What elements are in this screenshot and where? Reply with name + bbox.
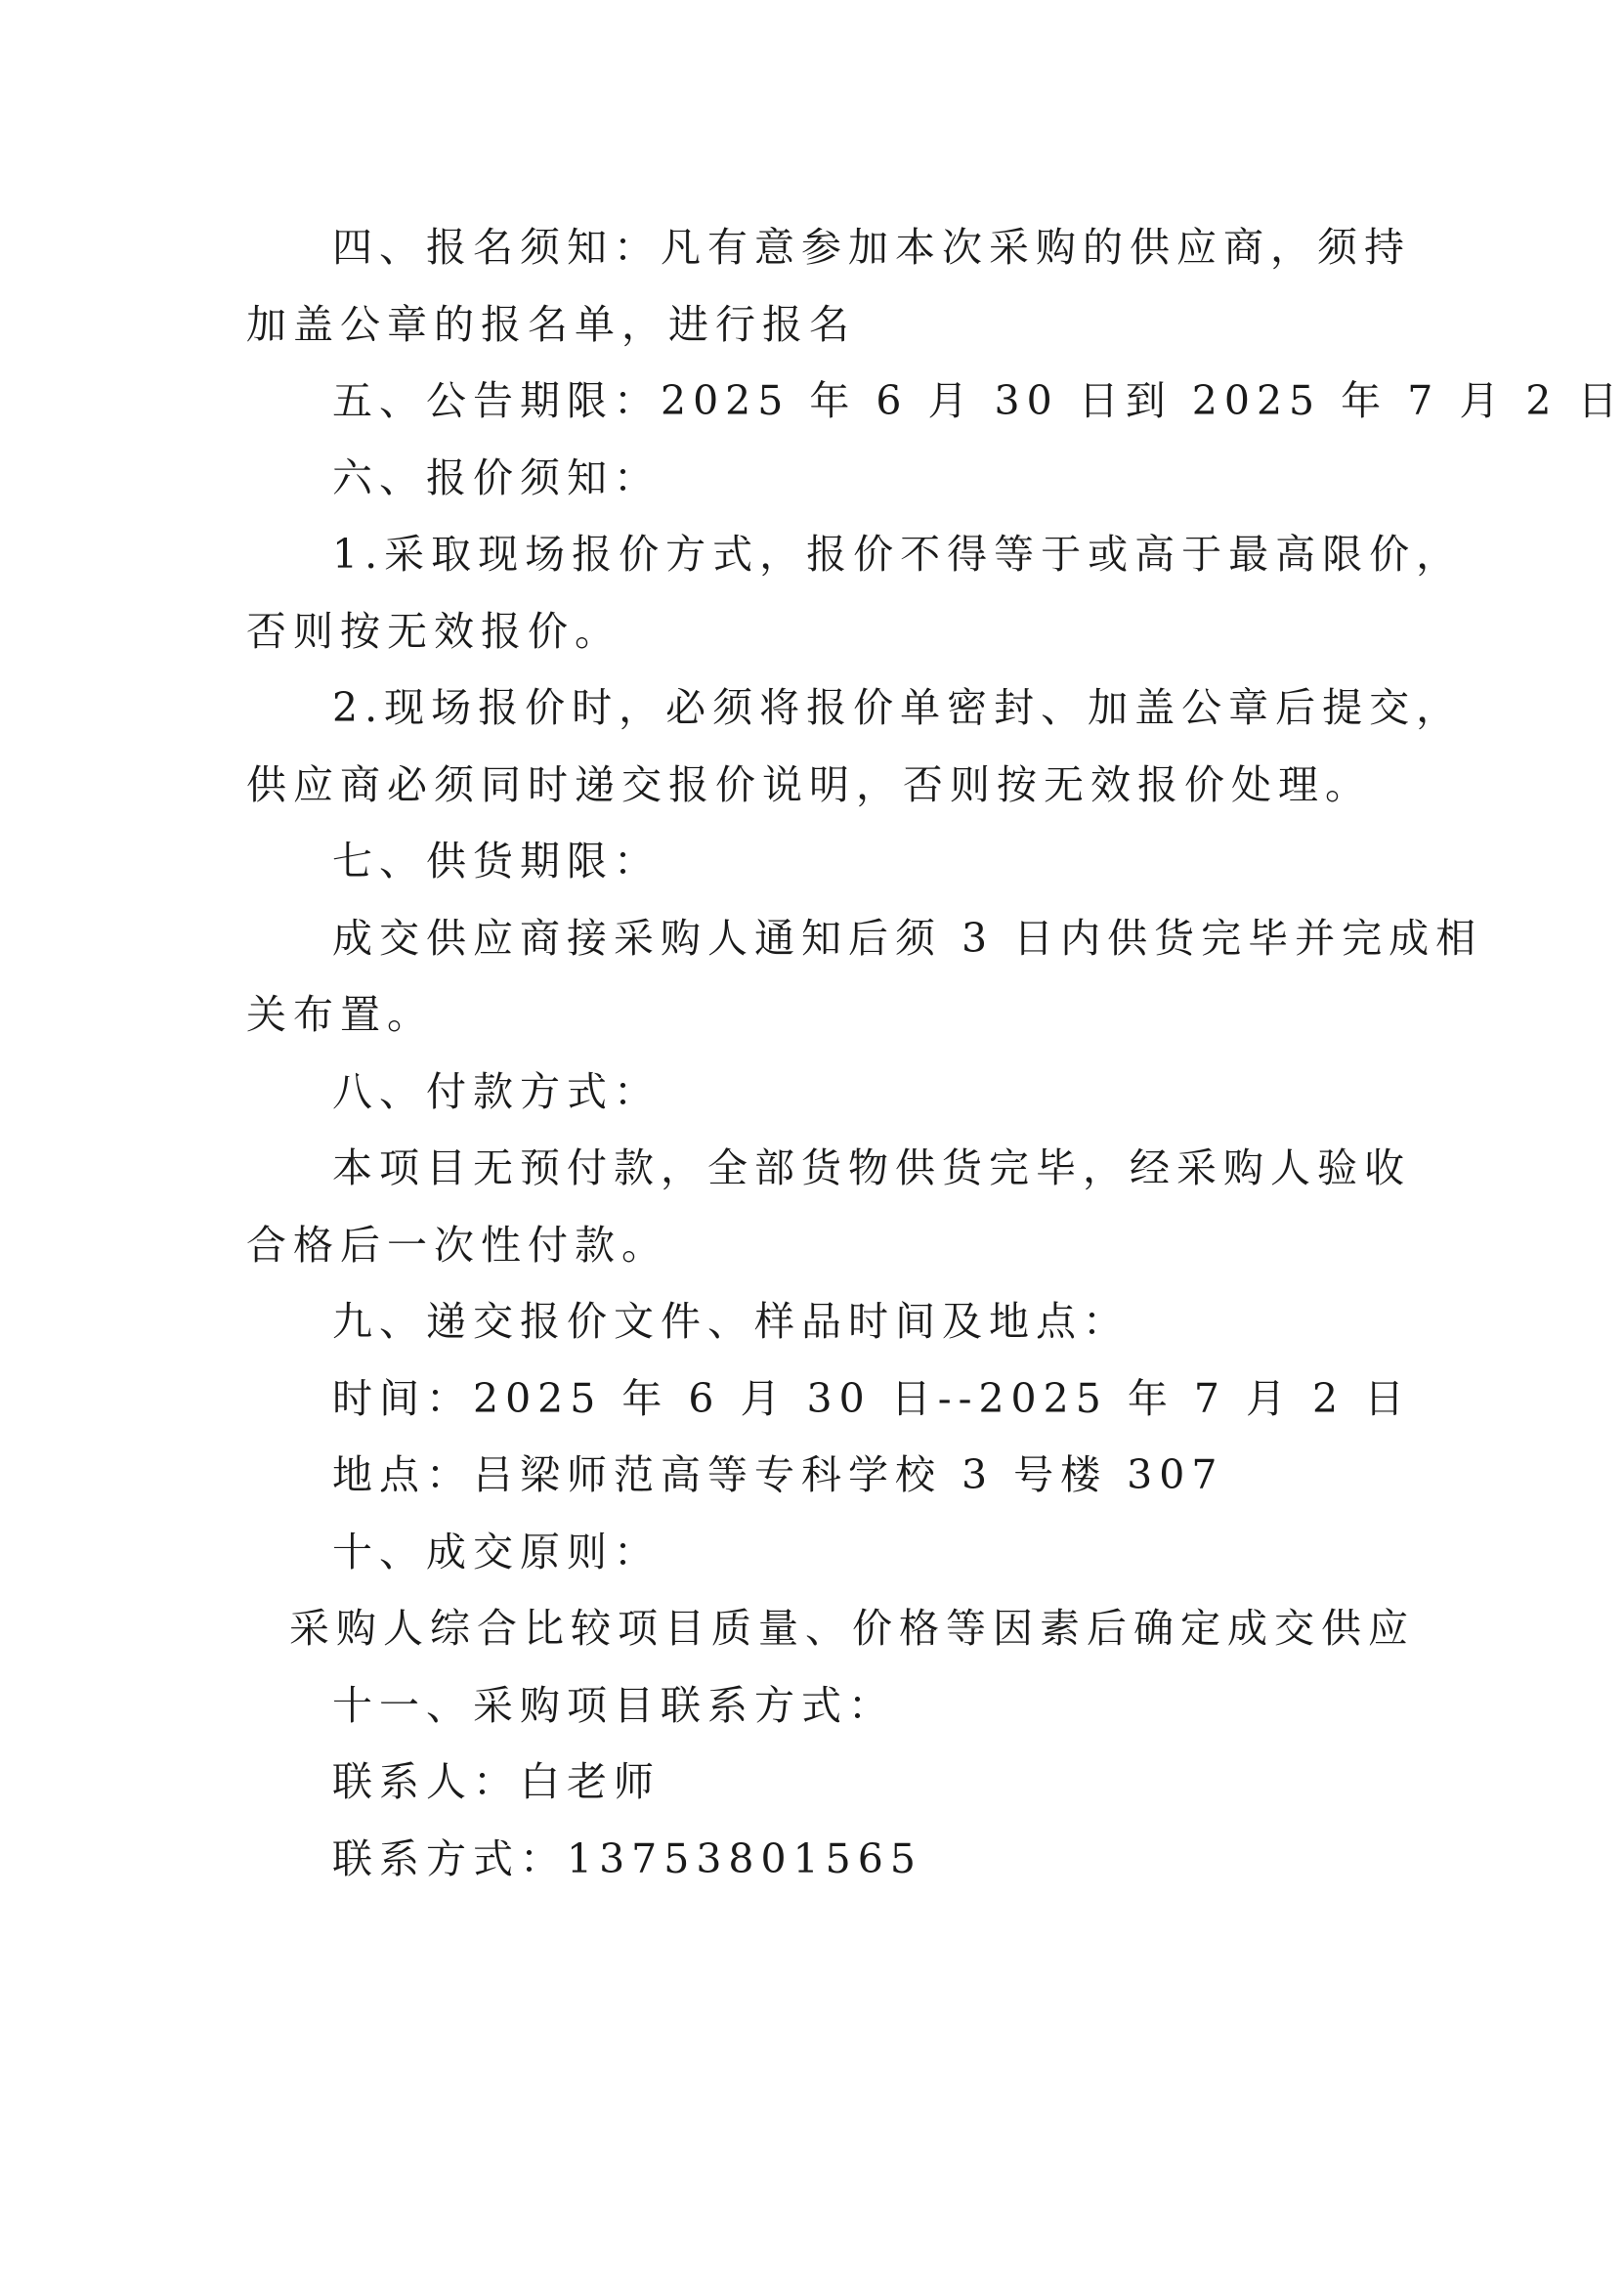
submission-time: 时间：2025 年 6 月 30 日--2025 年 7 月 2 日: [332, 1374, 1412, 1422]
contact-person: 联系人：白老师: [332, 1758, 661, 1805]
submission-location: 地点：吕梁师范高等专科学校 3 号楼 307: [332, 1451, 1224, 1498]
quotation-item-1-line-2: 否则按无效报价。: [246, 607, 621, 655]
delivery-text-line-1: 成交供应商接采购人通知后须 3 日内供货完毕并完成相: [332, 914, 1483, 962]
section-submission-heading: 九、递交报价文件、样品时间及地点：: [332, 1298, 1130, 1345]
section-award-heading: 十、成交原则：: [332, 1528, 661, 1575]
section-registration-line-1: 四、报名须知：凡有意参加本次采购的供应商，须持: [332, 224, 1411, 271]
payment-text-line-1: 本项目无预付款，全部货物供货完毕，经采购人验收: [332, 1144, 1411, 1191]
section-quotation-heading: 六、报价须知：: [332, 453, 661, 501]
quotation-item-2-line-2: 供应商必须同时递交报价说明，否则按无效报价处理。: [246, 760, 1372, 808]
payment-text-line-2: 合格后一次性付款。: [246, 1221, 668, 1269]
quotation-item-1-line-1: 1.采取现场报价方式，报价不得等于或高于最高限价，: [332, 531, 1464, 578]
award-text: 采购人综合比较项目质量、价格等因素后确定成交供应: [289, 1605, 1415, 1652]
section-registration-line-2: 加盖公章的报名单，进行报名: [246, 300, 856, 348]
section-announcement-period: 五、公告期限：2025 年 6 月 30 日到 2025 年 7 月 2 日: [332, 377, 1624, 424]
contact-phone: 联系方式：13753801565: [332, 1834, 922, 1882]
section-payment-heading: 八、付款方式：: [332, 1067, 661, 1115]
section-contact-heading: 十一、采购项目联系方式：: [332, 1681, 895, 1729]
delivery-text-line-2: 关布置。: [246, 991, 434, 1038]
quotation-item-2-line-1: 2.现场报价时，必须将报价单密封、加盖公章后提交，: [332, 684, 1464, 731]
document-body: [246, 209, 1624, 1897]
section-delivery-heading: 七、供货期限：: [332, 838, 661, 884]
